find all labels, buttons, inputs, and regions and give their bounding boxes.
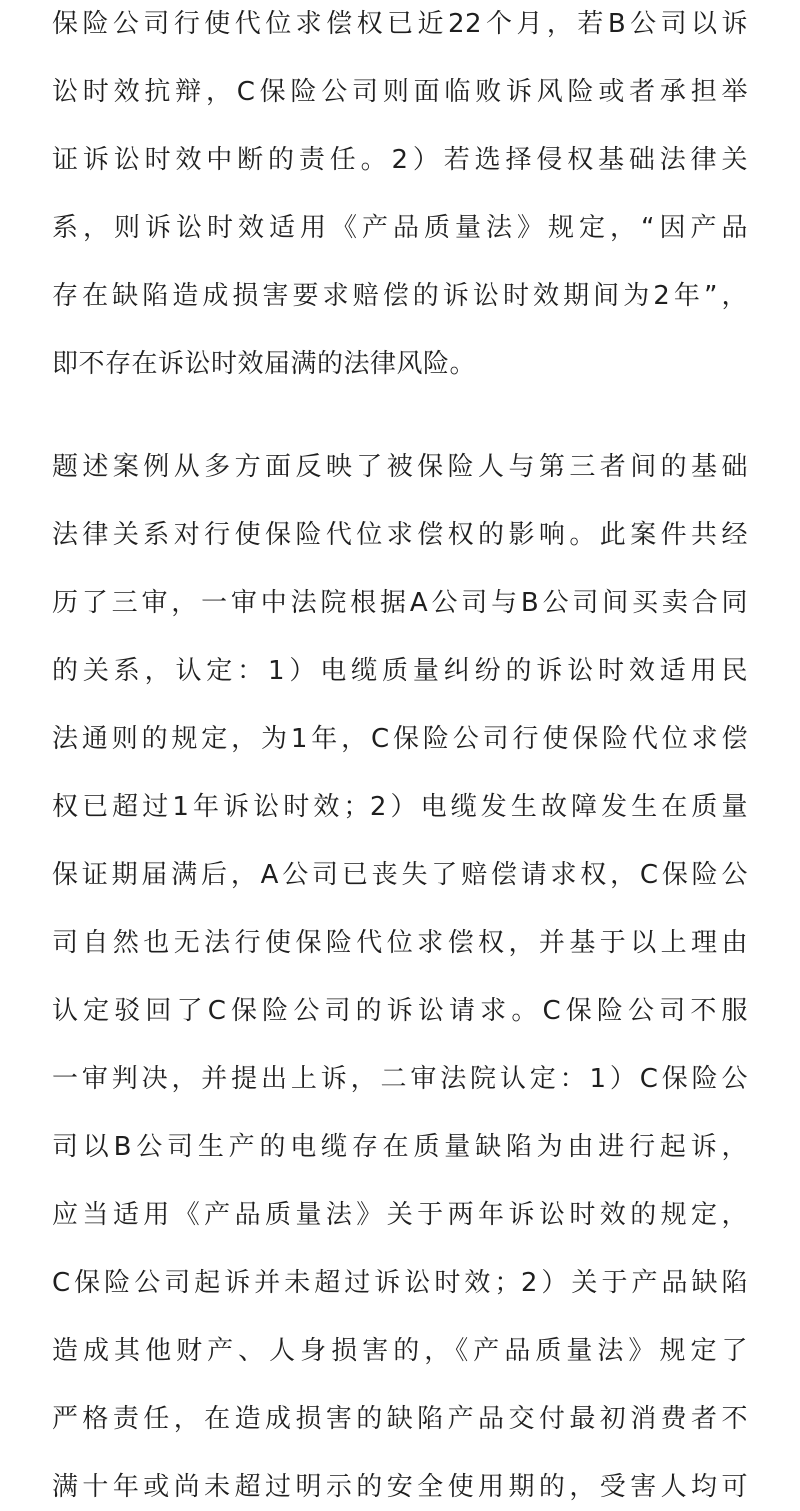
paragraph-line: 即不存在诉讼时效届满的法律风险。 — [52, 349, 477, 379]
paragraph-line: 讼时效抗辩，C保险公司则面临败诉风险或者承担举 — [52, 77, 748, 107]
paragraph-line: 历了三审，一审中法院根据A公司与B公司间买卖合同 — [52, 588, 748, 618]
paragraph-line: 一审判决，并提出上诉，二审法院认定：1）C保险公 — [52, 1064, 748, 1094]
paragraph-line: 法律关系对行使保险代位求偿权的影响。此案件共经 — [52, 520, 748, 550]
paragraph-line: 权已超过1年诉讼时效；2）电缆发生故障发生在质量 — [52, 792, 748, 822]
paragraph-line: 法通则的规定，为1年，C保险公司行使保险代位求偿 — [52, 724, 748, 754]
paragraph-line: 满十年或尚未超过明示的安全使用期的，受害人均可 — [52, 1472, 748, 1502]
paragraph-line: 造成其他财产、人身损害的，《产品质量法》规定了 — [52, 1336, 748, 1366]
paragraph-line: 司以B公司生产的电缆存在质量缺陷为由进行起诉， — [52, 1132, 748, 1162]
paragraph-line: 系，则诉讼时效适用《产品质量法》规定，“因产品 — [52, 213, 748, 243]
paragraph-line: 题述案例从多方面反映了被保险人与第三者间的基础 — [52, 452, 748, 482]
paragraph-line: 司自然也无法行使保险代位求偿权，并基于以上理由 — [52, 928, 748, 958]
paragraph-line: 保险公司行使代位求偿权已近22个月，若B公司以诉 — [52, 9, 748, 39]
paragraph-line: 存在缺陷造成损害要求赔偿的诉讼时效期间为2年”， — [52, 281, 748, 311]
paragraph-line: 应当适用《产品质量法》关于两年诉讼时效的规定， — [52, 1200, 748, 1230]
paragraph-line: 认定驳回了C保险公司的诉讼请求。C保险公司不服 — [52, 996, 748, 1026]
paragraph-line: 证诉讼时效中断的责任。2）若选择侵权基础法律关 — [52, 145, 748, 175]
paragraph-line: C保险公司起诉并未超过诉讼时效；2）关于产品缺陷 — [52, 1268, 748, 1298]
paragraph-line: 保证期届满后，A公司已丧失了赔偿请求权，C保险公 — [52, 860, 748, 890]
paragraph-line: 严格责任，在造成损害的缺陷产品交付最初消费者不 — [52, 1404, 748, 1434]
paragraph-line: 的关系，认定：1）电缆质量纠纷的诉讼时效适用民 — [52, 656, 748, 686]
